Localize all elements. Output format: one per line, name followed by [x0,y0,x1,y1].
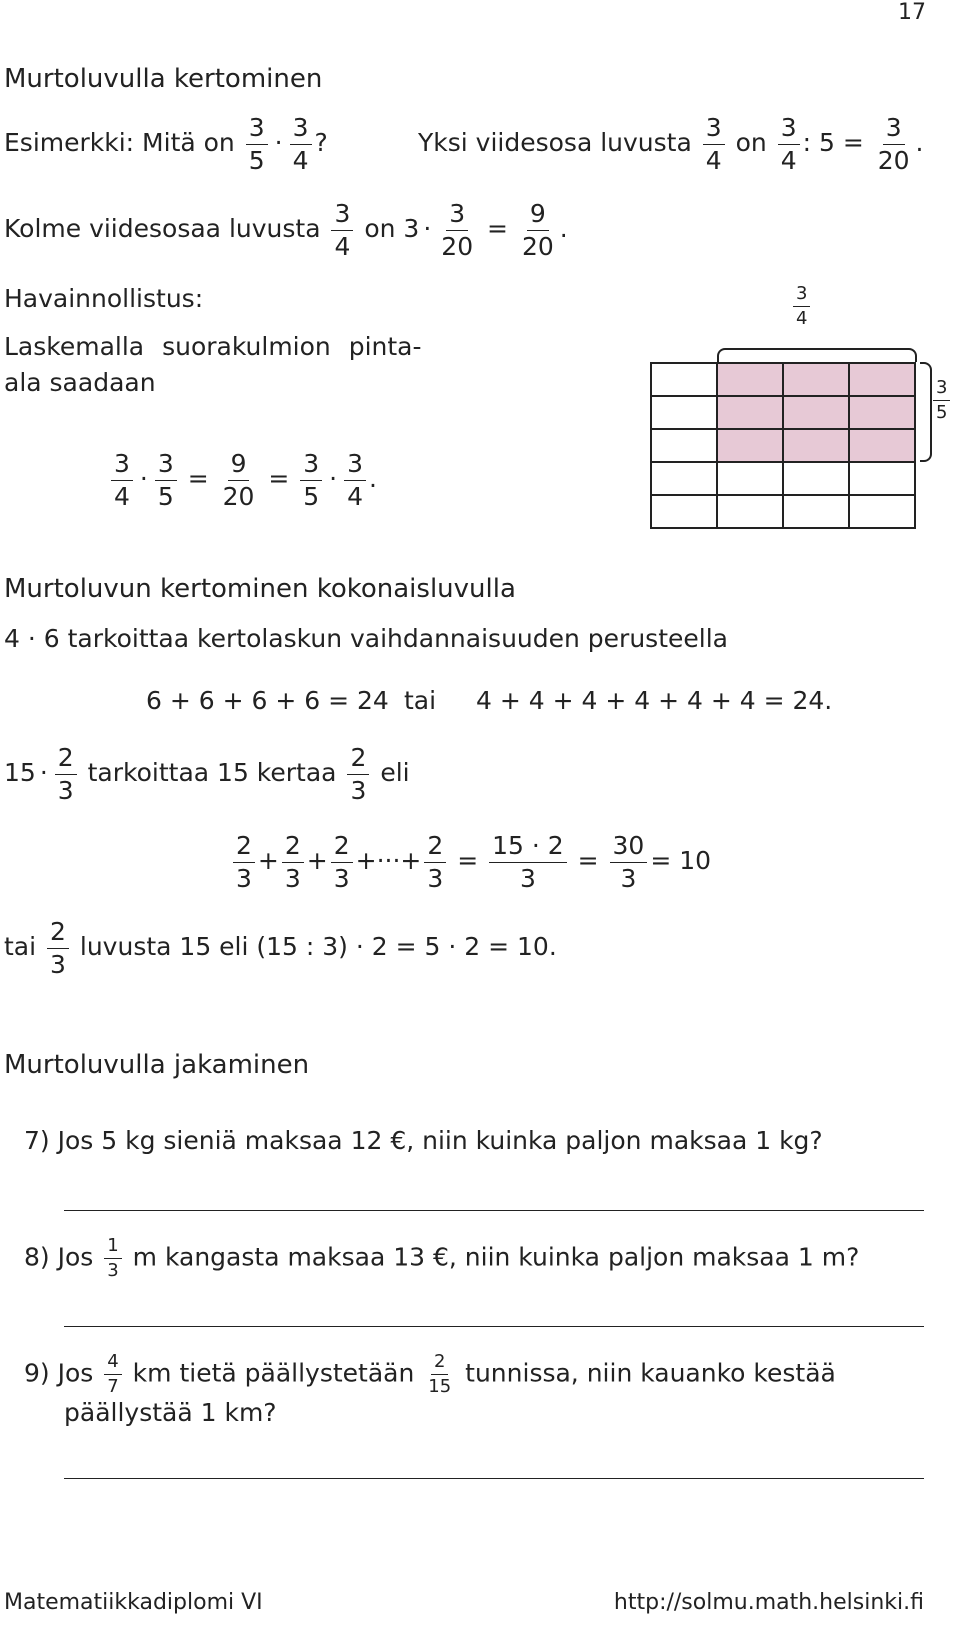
fraction: $\frac{3}{5}$ [933,378,950,423]
or-word: tai [404,686,437,715]
question-8 [24,1236,859,1281]
eli-word: eli [380,758,410,787]
fraction: $\frac{2}{3}$ [424,832,446,892]
fraction: $\frac{9}{20}$ [521,199,554,261]
tai-word: tai [4,932,37,961]
alternative-line [4,918,557,978]
fraction: $\frac{9}{20}$ [222,449,255,511]
three-fifths-text: Kolme viidesosaa luvusta [4,214,321,243]
page-number: 17 [898,0,926,25]
fraction: $\frac{3}{20}$ [877,113,910,175]
fraction: $\frac{3}{4}$ [793,284,810,329]
sum-equation-2: 4 + 4 + 4 + 4 + 4 + 4 = 24. [476,686,833,715]
fraction: $\frac{15 \cdot 2}{3}$ [489,832,567,892]
commutative-text: 4 · 6 tarkoittaa kertolaskun vaihdannaisuuden perusteella [4,624,728,653]
one-fifth-text: Yksi viidesosa luvusta [418,128,692,157]
fraction-sum: $\frac{2}{3}$ + $\frac{2}{3}$ + $\frac{2}{3}$ +···+ $\frac{2}{3}$ = $\frac{15 \cdot 2}{3}$ = $\frac{30}{3}$ = 10 [230,832,711,892]
footer-left: Matematiikkadiplomi VI [4,1590,263,1615]
fraction: $\frac{3}{4}$ [331,200,353,260]
fraction: $\frac{2}{3}$ [55,744,77,804]
fraction: $\frac{30}{3}$ [610,832,648,892]
area-grid [650,362,916,529]
brace-top [717,348,917,362]
fraction: $\frac{3}{4}$ [778,114,800,174]
fraction: $\frac{2}{3}$ [47,918,69,978]
fraction: $\frac{3}{4}$ [703,114,725,174]
times-text: tarkoittaa 15 kertaa [87,758,337,787]
area-equation: $\frac{3}{4}$ · $\frac{3}{5}$ = $\frac{9}{20}$ = $\frac{3}{5}$ · $\frac{3}{4}$ . [108,450,377,510]
area-text-1: Laskemalla suorakulmion pinta- [4,332,422,361]
fraction: $\frac{2}{3}$ [347,744,369,804]
q8-start: 8) Jos [24,1242,94,1272]
fraction: $\frac{3}{5}$ [300,450,322,510]
fifteen-line: 15 · $\frac{2}{3}$ tarkoittaa 15 kertaa $\frac{2}{3}$ eli [4,743,410,805]
q9-end: tunnissa, niin kauanko kestää [465,1358,836,1388]
illustration-label: Havainnollistus: [4,284,204,313]
fraction: $\frac{4}{7}$ [104,1352,121,1397]
fifteen-text: 15 [4,758,36,787]
fraction: $\frac{1}{3}$ [104,1236,121,1281]
sum-equation-1: 6 + 6 + 6 + 6 = 24 [146,686,389,715]
fraction: $\frac{3}{4}$ [290,114,312,174]
fraction: $\frac{2}{15}$ [428,1351,452,1397]
q9-start: 9) Jos [24,1358,94,1388]
fraction: $\frac{2}{3}$ [233,832,255,892]
on3-text: on 3 [364,214,420,243]
question-9-cont: päällystää 1 km? [64,1398,277,1427]
q8-end: m kangasta maksaa 13 €, niin kuinka paljon maksaa 1 m? [132,1242,860,1272]
brace-label-top [790,284,813,329]
fraction: $\frac{3}{4}$ [344,450,366,510]
fraction: $\frac{3}{5}$ [155,450,177,510]
fraction: $\frac{3}{20}$ [441,199,474,261]
fraction: $\frac{2}{3}$ [331,832,353,892]
fraction: $\frac{2}{3}$ [282,832,304,892]
three-fifths-line: Kolme viidesosaa luvusta $\frac{3}{4}$ on 3 · $\frac{3}{20}$ = $\frac{9}{20}$ . [4,199,568,261]
alternative-text: luvusta 15 eli (15 : 3) · 2 = 5 · 2 = 10. [79,932,557,961]
footer-right-link[interactable]: http://solmu.math.helsinki.fi [613,1590,924,1615]
section-title-multiply: Murtoluvulla kertominen [4,64,323,94]
q9-mid: km tietä päällystetään [132,1358,415,1388]
question-9 [24,1352,836,1397]
sum-result: = 10 [650,846,712,875]
question-7: 7) Jos 5 kg sieniä maksaa 12 €, niin kuinka paljon maksaa 1 kg? [24,1126,823,1155]
brace-label-right [930,378,953,423]
area-text-2: ala saadaan [4,368,156,397]
fraction: $\frac{3}{4}$ [111,450,133,510]
example-line: Esimerkki: Mitä on $\frac{3}{5}$ · $\frac{3}{4}$ ? [4,113,328,175]
answer-line-8[interactable] [64,1326,924,1327]
answer-line-9[interactable] [64,1478,924,1479]
section-title-divide: Murtoluvulla jakaminen [4,1050,310,1080]
fraction: $\frac{3}{5}$ [246,114,268,174]
divide-text: : 5 = [802,128,864,157]
answer-line-7[interactable] [64,1210,924,1211]
section-title-integer: Murtoluvun kertominen kokonaisluvulla [4,574,516,604]
one-fifth-line: Yksi viidesosa luvusta $\frac{3}{4}$ on $\frac{3}{4}$ : 5 = $\frac{3}{20}$ . [418,113,924,175]
on-word: on [735,128,767,157]
example-text: Esimerkki: Mitä on [4,128,235,157]
